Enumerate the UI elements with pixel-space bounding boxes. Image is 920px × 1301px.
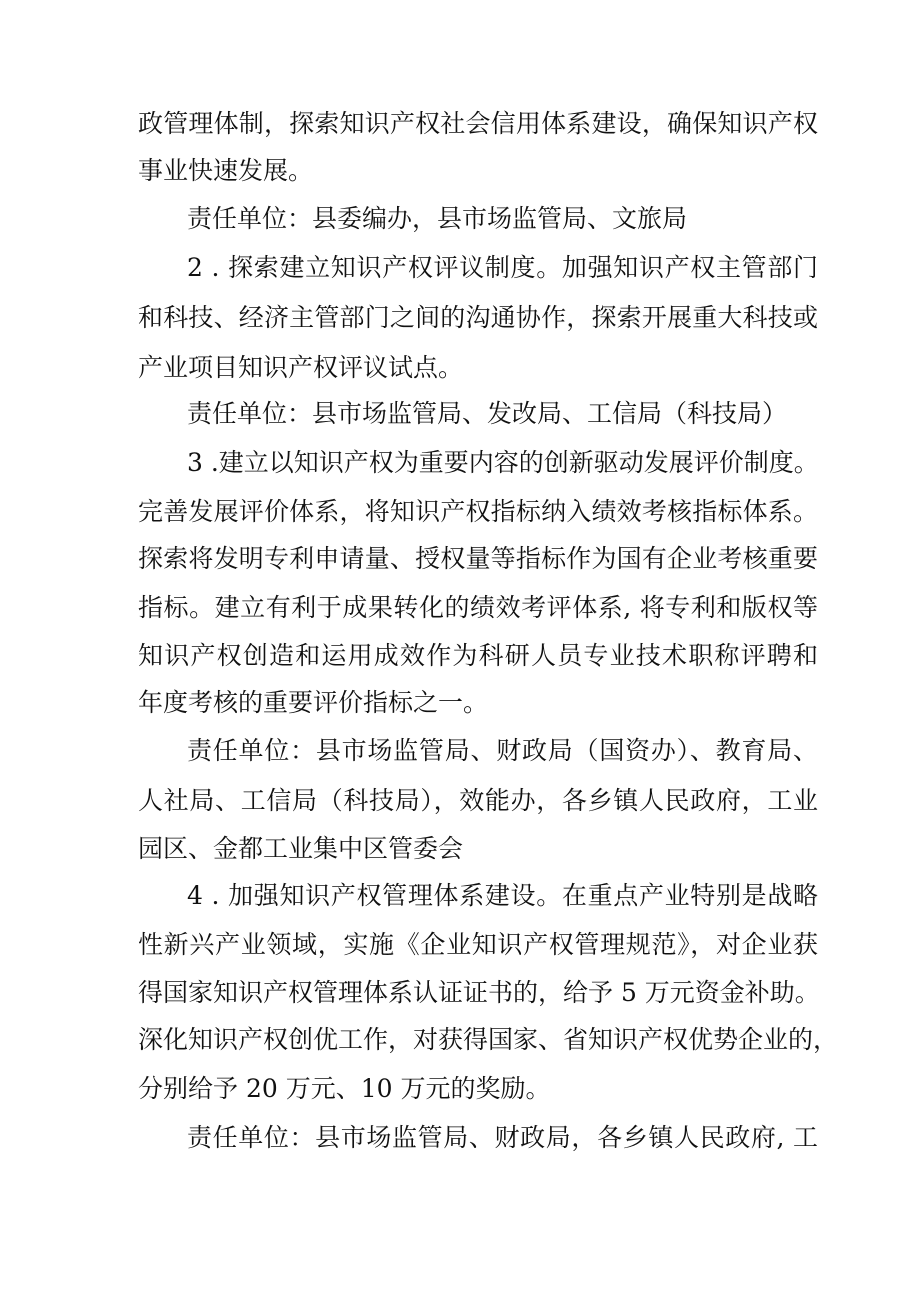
body-line: 得国家知识产权管理体系认证证书的，给予 5 万元资金补助。 — [138, 978, 820, 1007]
responsibility-line: 园区、金都工业集中区管委会 — [138, 834, 464, 863]
body-line: 性新兴产业领域，实施《企业知识产权管理规范》，对企业获 — [138, 930, 818, 959]
responsibility-line: 责任单位：县委编办，县市场监管局、文旅局 — [187, 204, 688, 233]
responsibility-line: 人社局、工信局（科技局），效能办，各乡镇人民政府，工业 — [138, 786, 818, 815]
body-line: 完善发展评价体系，将知识产权指标纳入绩效考核指标体系。 — [138, 497, 818, 526]
body-line: 探索将发明专利申请量、授权量等指标作为国有企业考核重要 — [138, 544, 818, 573]
body-line: 年度考核的重要评价指标之一。 — [138, 688, 489, 717]
item-heading-line: 4 . 加强知识产权管理体系建设。在重点产业特别是战略 — [187, 881, 818, 910]
responsibility-line: 责任单位：县市场监管局、财政局，各乡镇人民政府, 工 — [187, 1123, 818, 1152]
responsibility-line: 责任单位：县市场监管局、财政局（国资办）、教育局、 — [187, 736, 818, 765]
item-heading-line: 3 .建立以知识产权为重要内容的创新驱动发展评价制度。 — [187, 448, 819, 477]
body-line: 分别给予 20 万元、10 万元的奖励。 — [138, 1074, 551, 1103]
body-line: 政管理体制，探索知识产权社会信用体系建设，确保知识产权 — [138, 109, 818, 138]
body-line: 指标。建立有利于成果转化的绩效考评体系, 将专利和版权等 — [138, 593, 818, 622]
responsibility-line: 责任单位：县市场监管局、发改局、工信局（科技局） — [187, 399, 788, 428]
body-line: 和科技、经济主管部门之间的沟通协作，探索开展重大科技或 — [138, 303, 818, 332]
body-line: 深化知识产权创优工作，对获得国家、省知识产权优势企业的， — [138, 1025, 839, 1054]
body-line: 事业快速发展。 — [138, 156, 314, 185]
body-line: 产业项目知识产权评议试点。 — [138, 353, 464, 382]
body-line: 知识产权创造和运用成效作为科研人员专业技术职称评聘和 — [138, 641, 818, 670]
item-heading-line: 2 . 探索建立知识产权评议制度。加强知识产权主管部门 — [187, 253, 818, 282]
